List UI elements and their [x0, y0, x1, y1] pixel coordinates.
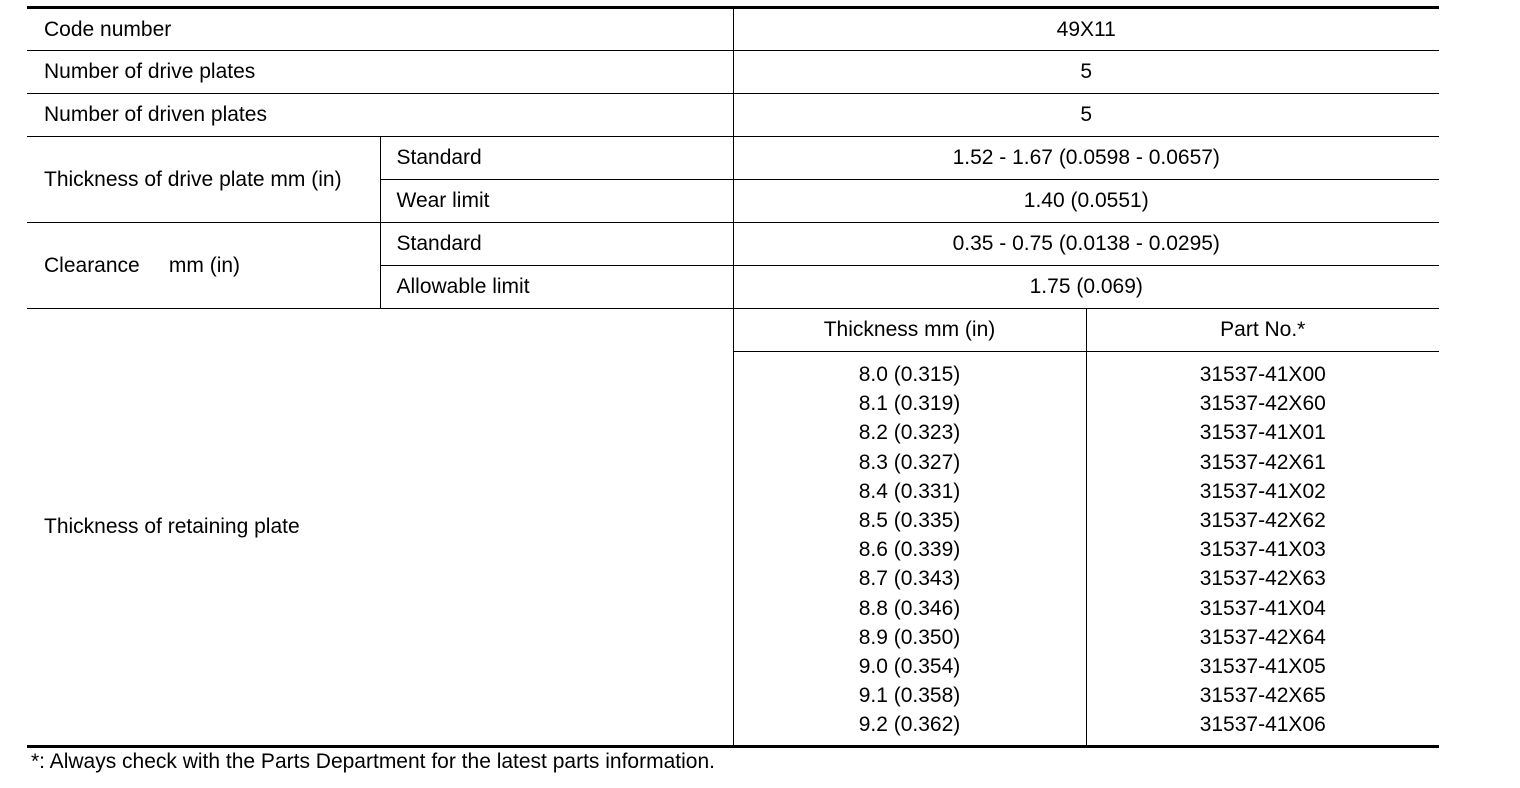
thickness-list [733, 352, 1086, 747]
clearance-standard-label: Standard [380, 223, 733, 266]
list-item: 31537-42X61 [1199, 450, 1326, 474]
list-item: 31537-41X06 [1199, 713, 1326, 737]
list-item: 31537-41X00 [1199, 363, 1326, 386]
list-item: 8.7 (0.343) [858, 567, 961, 591]
list-item: 8.6 (0.339) [858, 538, 961, 562]
row-clearance-standard [27, 223, 1439, 266]
list-item: 9.1 (0.358) [858, 684, 961, 708]
part-number-column-header: Part No.* [1086, 309, 1439, 352]
footnote: *: Always check with the Parts Department for the latest parts information. [31, 750, 715, 773]
list-item: 31537-42X62 [1199, 508, 1326, 532]
list-item: 31537-42X64 [1199, 625, 1326, 649]
row-drive-plates [27, 51, 1439, 94]
drive-plates-value: 5 [733, 51, 1439, 94]
list-item: 31537-41X05 [1199, 654, 1326, 678]
clearance-standard-value: 0.35 - 0.75 (0.0138 - 0.0295) [733, 223, 1439, 266]
drive-plate-standard-value: 1.52 - 1.67 (0.0598 - 0.0657) [733, 137, 1439, 180]
part-number-list [1086, 352, 1439, 747]
list-item: 31537-41X04 [1199, 596, 1326, 620]
clearance-allowable-label: Allowable limit [380, 266, 733, 309]
row-driven-plates [27, 94, 1439, 137]
list-item: 31537-42X65 [1199, 684, 1326, 708]
list-item: 31537-42X63 [1199, 567, 1326, 591]
drive-plate-standard-label: Standard [380, 137, 733, 180]
list-item: 8.8 (0.346) [858, 596, 961, 620]
list-item: 8.1 (0.319) [858, 392, 961, 416]
list-item: 9.0 (0.354) [858, 654, 961, 678]
drive-plate-wear-value: 1.40 (0.0551) [733, 180, 1439, 223]
driven-plates-label: Number of driven plates [27, 94, 733, 137]
list-item: 8.9 (0.350) [858, 625, 961, 649]
retaining-plate-label: Thickness of retaining plate [27, 309, 733, 747]
drive-plate-wear-label: Wear limit [380, 180, 733, 223]
list-item: 8.5 (0.335) [858, 508, 961, 532]
list-item: 31537-42X60 [1199, 392, 1326, 416]
list-item: 31537-41X02 [1199, 479, 1326, 503]
list-item: 8.2 (0.323) [858, 421, 961, 445]
list-item: 31537-41X03 [1199, 538, 1326, 562]
row-drive-plate-standard [27, 137, 1439, 180]
drive-plates-label: Number of drive plates [27, 51, 733, 94]
list-item: 8.4 (0.331) [858, 479, 961, 503]
row-code-number [27, 8, 1439, 51]
spec-table [27, 6, 1439, 748]
thickness-column-header: Thickness mm (in) [733, 309, 1086, 352]
driven-plates-value: 5 [733, 94, 1439, 137]
list-item: 9.2 (0.362) [858, 713, 961, 737]
list-item: 31537-41X01 [1199, 421, 1326, 445]
clearance-allowable-value: 1.75 (0.069) [733, 266, 1439, 309]
row-retaining-plate-header [27, 309, 1439, 352]
list-item: 8.0 (0.315) [858, 363, 961, 386]
drive-plate-thickness-label: Thickness of drive plate mm (in) [27, 137, 380, 223]
list-item: 8.3 (0.327) [858, 450, 961, 474]
clearance-label: Clearance mm (in) [27, 223, 380, 309]
code-number-value: 49X11 [733, 8, 1439, 51]
code-number-label: Code number [27, 8, 733, 51]
